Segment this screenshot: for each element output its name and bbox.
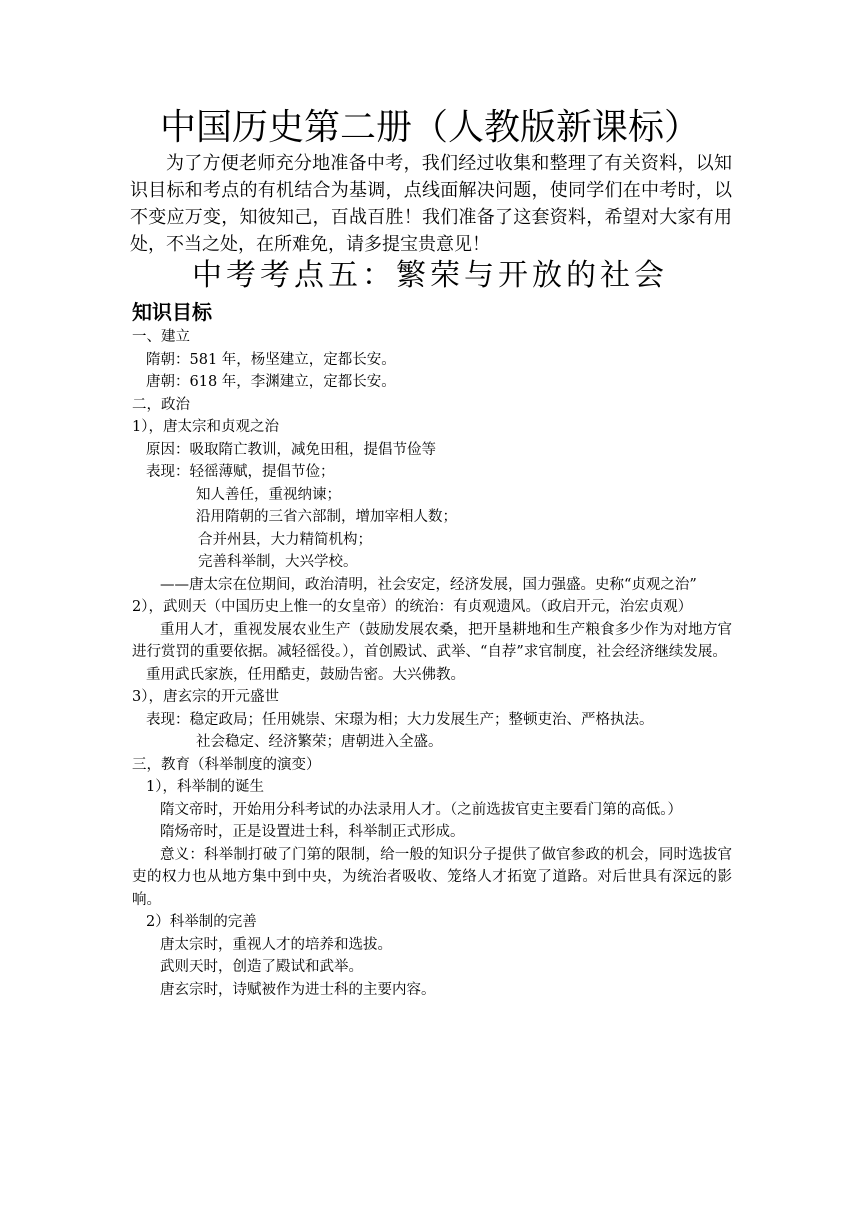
exam-point-title: 中考考点五：繁荣与开放的社会 (192, 258, 668, 293)
text-line: 武则天时，创造了殿试和武举。 (160, 959, 363, 975)
paragraph: 意义：科举制打破了门第的限制，给一般的知识分子提供了做官参政的机会，同时选拔官吏的权力也从地方集中到中央，为统治者吸收、笼络人才拓宽了道路。对后世具有深远的影响。 (132, 846, 732, 908)
text-line: 完善科举制，大兴学校。 (198, 554, 358, 570)
text-line: 唐太宗时，重视人才的培养和选拔。 (160, 936, 392, 953)
text-line: 沿用隋朝的三省六部制，增加宰相人数； (196, 509, 457, 525)
text-line: 表现：轻徭薄赋，提倡节俭； (146, 464, 335, 480)
text-line: 合并州县，大力精简机构； (198, 531, 372, 548)
intro-paragraph: 为了方便老师充分地准备中考，我们经过收集和整理了有关资料，以知识目标和考点的有机结合为基调，点线面解决问题，使同学们在中考时，以不变应万变，知彼知己，百战百胜！我们准备了这套资料，希望对大家有用处，不当之处，在所难免，请多提宝贵意见！ (130, 153, 732, 255)
text-line: 隋炀帝时，正是设置进士科，科举制正式形成。 (160, 824, 465, 840)
section-heading-knowledge-goals: 知识目标 (132, 300, 212, 324)
text-line: 重用武氏家族，任用酷吏，鼓励告密。大兴佛教。 (146, 666, 465, 683)
text-line: 隋朝：581 年，杨坚建立，定都长安。 (146, 351, 396, 368)
text-line: 唐玄宗时，诗赋被作为进士科的主要内容。 (160, 981, 436, 998)
heading-politics: 二，政治 (132, 396, 190, 413)
text-line: 原因：吸取隋亡教训，减免田租，提倡节俭等 (146, 441, 436, 458)
paragraph: ——唐太宗在位期间，政治清明，社会安定，经济发展，国力强盛。史称“贞观之治” (160, 576, 697, 593)
paragraph: 2），武则天（中国历史上惟一的女皇帝）的统治：有贞观遗风。（政启开元，治宏贞观） (132, 599, 693, 615)
heading-education: 三，教育（科举制度的演变） (132, 756, 321, 773)
subheading: 3），唐玄宗的开元盛世 (132, 689, 279, 705)
subheading: 1），科举制的诞生 (146, 779, 264, 795)
text-line: 知人善任，重视纳谏； (196, 486, 341, 503)
paragraph: 重用人才，重视发展农业生产（鼓励发展农桑，把开垦耕地和生产粮食多少作为对地方官进行赏罚的重要依据。减轻徭役。），首创殿试、武举、“自荐”求官制度，社会经济继续发展。 (132, 621, 732, 660)
subheading: 2）科举制的完善 (146, 914, 257, 930)
text-line: 表现：稳定政局；任用姚崇、宋璟为相；大力发展生产；整顿吏治、严格执法。 (146, 711, 654, 728)
knowledge-content (132, 326, 732, 1001)
heading-establishment: 一、建立 (132, 329, 190, 345)
text-line: 唐朝：618 年，李渊建立，定都长安。 (146, 374, 396, 390)
text-line: 社会稳定、经济繁荣；唐朝进入全盛。 (196, 734, 443, 750)
subheading: 1），唐太宗和贞观之治 (132, 419, 279, 435)
document-title: 中国历史第二册（人教版新课标） (159, 107, 700, 148)
paragraph: 隋文帝时，开始用分科考试的办法录用人才。（之前选拔官吏主要看门第的高低。） (160, 801, 682, 818)
